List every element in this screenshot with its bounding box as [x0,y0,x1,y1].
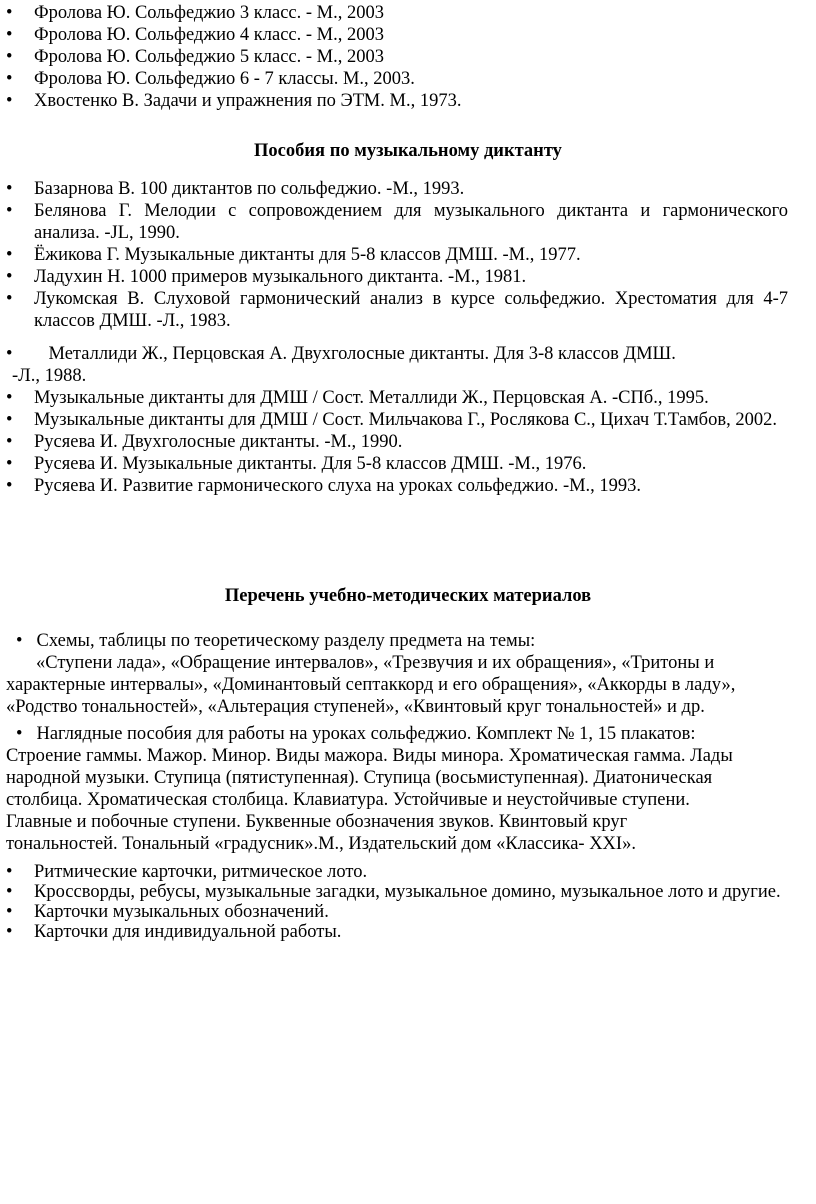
list-item: • Ритмические карточки, ритмическое лото. [6,862,368,882]
list-item: • Хвостенко В. Задачи и упражнения по ЭТМ. М., 1973. [6,91,462,111]
section-heading-materials: Перечень учебно-методических материалов [224,586,592,606]
list-item: • Ёжикова Г. Музыкальные диктанты для 5-8 классов ДМШ. -М., 1977. [6,245,581,265]
bullet: • [6,267,13,287]
dictation-list-continued [0,387,816,497]
list-item: • Русяева И. Музыкальные диктанты. Для 5-8 классов ДМШ. -М., 1976. [6,454,587,474]
dictation-list [0,178,816,332]
list-item-schemes: • Схемы, таблицы по теоретическому разделу предмета на темы: [16,631,536,651]
bullet: • [6,91,13,111]
bullet: • [6,47,13,67]
list-item: • Базарнова В. 100 диктантов по сольфеджио. -М., 1993. [6,179,465,199]
bullet: • [6,476,13,496]
list-item-metallidi-continued: -Л., 1988. [12,366,87,386]
bullet: • [6,201,13,221]
list-item-visual-aids: • Наглядные пособия для работы на уроках сольфеджио. Комплект № 1, 15 плакатов: [16,724,696,744]
bullet: • [6,882,13,902]
list-item: • Фролова Ю. Сольфеджио 5 класс. - М., 2003 [6,47,384,67]
list-item-metallidi: • Металлиди Ж., Перцовская А. Двухголосные диктанты. Для 3-8 классов ДМШ. [6,344,676,364]
list-item: • Белянова Г. Мелодии с сопровождением для музыкального диктанта и гармонического анализа. -JL, 1990. [6,201,788,243]
bullet: • [6,69,13,89]
bullet: • [16,724,23,744]
list-item: • Фролова Ю. Сольфеджио 3 класс. - М., 2003 [6,3,384,23]
list-item: • Ладухин Н. 1000 примеров музыкального диктанта. -М., 1981. [6,267,527,287]
bullet: • [6,388,13,408]
list-item: • Музыкальные диктанты для ДМШ / Сост. Металлиди Ж., Перцовская А. -СПб., 1995. [6,388,709,408]
bullet: • [6,432,13,452]
materials-list [0,862,816,942]
visual-aids-contents: Строение гаммы. Мажор. Минор. Виды мажора. Виды минора. Хроматическая гамма. Лады народной музыки. Ступица (пятиступенная). Ступица (восьмиступенная). Диатоническая столбица. Хроматическая столбица. Клавиатура. Устойчивые и неустойчивые ступени. Главные и побочные ступени. Буквенные обозначения звуков. Квинтовый круг тональностей. Тональный «градусник».М., Издательский дом «Классика- XXI». [6,746,733,854]
list-item: • Карточки музыкальных обозначений. [6,902,329,922]
bullet: • [6,902,13,922]
list-item: • Музыкальные диктанты для ДМШ / Сост. Мильчакова Г., Рослякова С., Цихач Т.Тамбов, 2002. [6,410,777,430]
bullet: • [16,631,23,651]
bullet: • [6,179,13,199]
list-item: • Кроссворды, ребусы, музыкальные загадки, музыкальное домино, музыкальное лото и другие. [6,882,781,902]
list-item: • Русяева И. Развитие гармонического слуха на уроках сольфеджио. -М., 1993. [6,476,642,496]
bullet: • [6,289,13,309]
schemes-topics: «Ступени лада», «Обращение интервалов», «Трезвучия и их обращения», «Тритоны и характерные интервалы», «Доминантовый септаккорд и его обращения», «Аккорды в ладу», «Родство тональностей», «Альтерация ступеней», «Квинтовый круг тональностей» и др. [6,653,736,717]
list-item: • Русяева И. Двухголосные диктанты. -М., 1990. [6,432,403,452]
list-item: • Карточки для индивидуальной работы. [6,922,342,942]
list-item: • Фролова Ю. Сольфеджио 6 - 7 классы. М., 2003. [6,69,415,89]
bullet: • [6,25,13,45]
list-item: • Лукомская В. Слуховой гармонический анализ в курсе сольфеджио. Хрестоматия для 4-7 классов ДМШ. -Л., 1983. [6,289,788,331]
bullet: • [6,3,13,23]
list-item: • Фролова Ю. Сольфеджио 4 класс. - М., 2003 [6,25,384,45]
bullet: • [6,410,13,430]
bullet: • [6,862,13,882]
bullet: • [6,344,13,364]
textbook-list [0,2,816,112]
bullet: • [6,922,13,942]
bullet: • [6,454,13,474]
bullet: • [6,245,13,265]
section-heading-dictation: Пособия по музыкальному диктанту [254,141,562,161]
